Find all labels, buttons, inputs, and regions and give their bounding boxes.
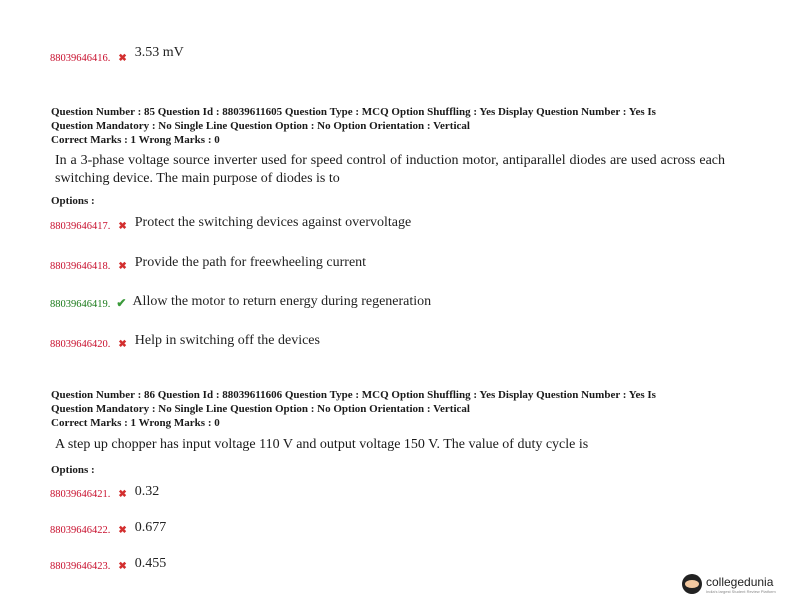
option-id: 88039646417. (50, 221, 111, 232)
wrong-mark-icon: ✖ (118, 221, 127, 232)
option-row (50, 334, 320, 352)
option-id: 88039646422. (50, 525, 111, 536)
question-meta (51, 388, 731, 430)
option-row (50, 256, 366, 274)
meta-line: Question Mandatory : No Single Line Question Option : No Option Orientation : Vertical (51, 120, 470, 132)
wrong-mark-icon: ✖ (118, 339, 127, 350)
logo-name (706, 575, 776, 589)
option-row-correct (50, 294, 431, 312)
meta-line: Question Number : 85 Question Id : 88039611605 Question Type : MCQ Option Shuffling : Yes Display Question Number : Yes Is (51, 106, 656, 118)
logo-tagline: India's largest Student Review Platform (706, 588, 776, 594)
option-id: 88039646416. (50, 53, 111, 64)
mascot-icon (682, 574, 702, 594)
option-id: 88039646420. (50, 339, 111, 350)
option-text: 0.677 (134, 520, 167, 535)
option-row (50, 556, 166, 574)
option-text: Provide the path for freewheeling current (134, 255, 367, 270)
options-label: Options : (51, 195, 95, 207)
option-row (50, 484, 159, 502)
meta-line: Question Mandatory : No Single Line Question Option : No Option Orientation : Vertical (51, 403, 470, 415)
wrong-mark-icon: ✖ (118, 525, 127, 536)
option-row (50, 216, 411, 234)
logo-name-main: collegedunia (706, 574, 774, 589)
logo-text (706, 575, 776, 594)
option-text: 3.53 mV (134, 45, 184, 60)
option-text: 0.455 (134, 556, 167, 571)
options-label: Options : (51, 464, 95, 476)
check-mark-icon: ✔ (116, 296, 127, 310)
option-id: 88039646421. (50, 489, 111, 500)
question-meta (51, 105, 731, 147)
option-row (50, 45, 184, 66)
option-row (50, 520, 166, 538)
wrong-mark-icon: ✖ (118, 489, 127, 500)
marks-line: Correct Marks : 1 Wrong Marks : 0 (51, 417, 220, 429)
wrong-mark-icon: ✖ (118, 561, 127, 572)
wrong-mark-icon: ✖ (118, 53, 127, 64)
question-text: A step up chopper has input voltage 110 V and output voltage 150 V. The value of duty cycle is (55, 437, 589, 452)
option-id: 88039646419. (50, 299, 111, 310)
option-id: 88039646418. (50, 261, 111, 272)
option-id: 88039646423. (50, 561, 111, 572)
option-text: Allow the motor to return energy during regeneration (132, 294, 432, 309)
option-text: Help in switching off the devices (134, 333, 320, 348)
option-text: 0.32 (134, 484, 160, 499)
marks-line: Correct Marks : 1 Wrong Marks : 0 (51, 134, 220, 146)
meta-line: Question Number : 86 Question Id : 88039611606 Question Type : MCQ Option Shuffling : Yes Display Question Number : Yes Is (51, 389, 656, 401)
option-text: Protect the switching devices against overvoltage (134, 215, 412, 230)
question-text: In a 3-phase voltage source inverter used for speed control of induction motor, antiparallel diodes are used across each switching device. The main purpose of diodes is to (55, 153, 725, 186)
collegedunia-logo (682, 574, 776, 594)
wrong-mark-icon: ✖ (118, 261, 127, 272)
